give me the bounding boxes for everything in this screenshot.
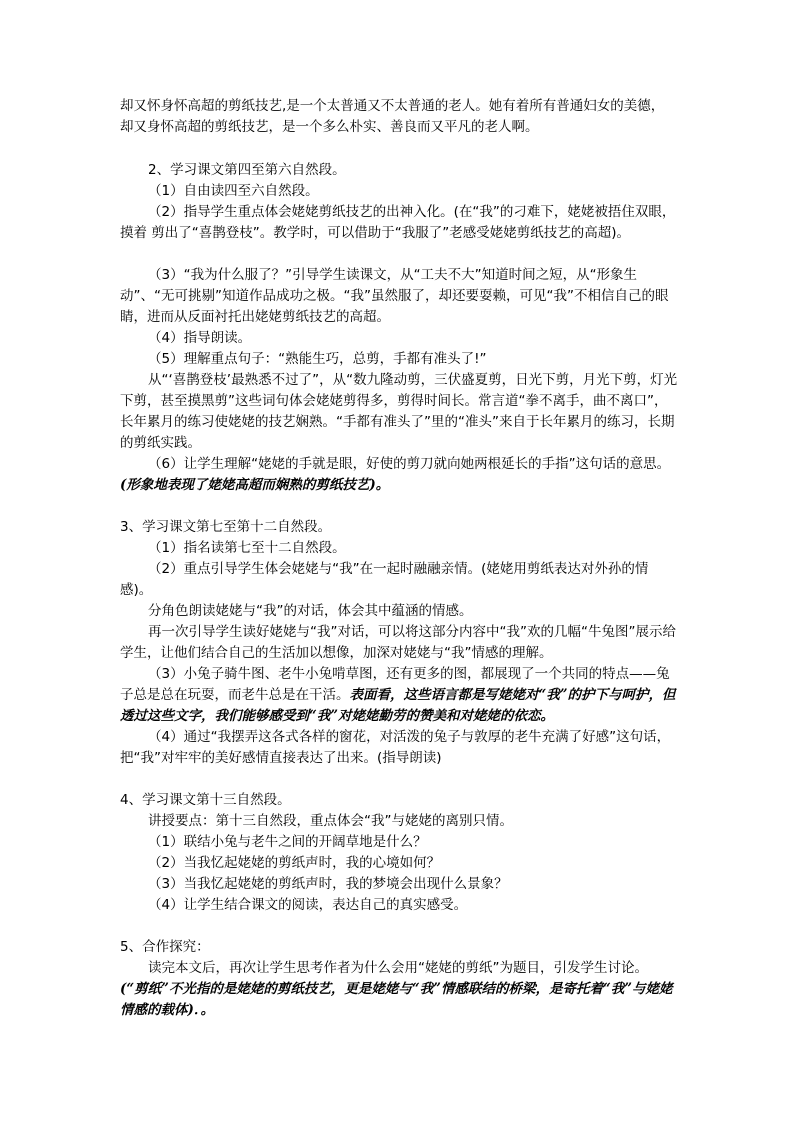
- intro-line-2: 却又身怀高超的剪纸技艺，是一个多么朴实、善良而又平凡的老人啊。: [120, 119, 539, 135]
- section-2-item-2: （2）指导学生重点体会姥姥剪纸技艺的出神入化。(在“我”的刁难下，姥姥被捂住双眼，摸着 剪出了“喜鹊登枝”。教学时，可以借助于“我服了”老感受姥姥剪纸技艺的高超)。: [120, 204, 676, 241]
- section-5-title: 5、合作探究：: [120, 939, 210, 955]
- section-4-title: 4、学习课文第十三自然段。: [120, 792, 291, 808]
- section-3-item-3-text: （3）小兔子骑牛图、老牛小兔啃草图，还有更多的图，都展现了一个共同的特点——兔子总是总在玩耍，而老牛总是在干活。: [120, 666, 670, 703]
- section-2-item-6: [120, 454, 680, 496]
- section-4-item-3: （3）当我忆起姥姥的剪纸声时，我的梦境会出现什么景象？: [148, 876, 508, 892]
- section-2-item-1: （1）自由读四至六自然段。: [148, 183, 319, 199]
- section-5-emphasis: (“剪纸”不光指的是姥姥的剪纸技艺，更是姥姥与“我”情感联结的桥梁，是寄托着“我”与姥姥情感的载体)．。: [120, 981, 673, 1018]
- section-2-item-5-body: 从“‘喜鹊登枝’最熟悉不过了”，从“数九隆动剪，三伏盛夏剪，日光下剪，月光下剪，灯光下剪，甚至摸黑剪”这些词句体会姥姥剪得多，剪得时间长。常言道“拳不离手，曲不离口”，长年累月的练习使姥姥的技艺娴熟。“手都有准头了”里的“准头”来自于长年累月的练习，长期的剪纸实践。: [120, 372, 678, 451]
- section-3-item-2: （2）重点引导学生体会姥姥与“我”在一起时融融亲情。(姥姥用剪纸表达对外孙的情感)。: [120, 561, 649, 598]
- section-5-body: 读完本文后，再次让学生思考作者为什么会用“姥姥的剪纸”为题目，引发学生讨论。: [148, 960, 648, 976]
- section-2-item-6-emphasis: (形象地表现了姥姥高超而娴熟的剪纸技艺)。: [120, 477, 390, 493]
- section-3-role-reading: 分角色朗读姥姥与“我”的对话，体会其中蕴涵的情感。: [148, 603, 473, 619]
- section-3-item-3-emphasis: 表面看，这些语言都是写姥姥对“我”的护下与呵护，但透过这些文字，我们能够感受到“我”对姥姥勤劳的赞美和对姥姥的依恋。: [120, 687, 676, 724]
- section-3-title: 3、学习课文第七至第十二自然段。: [120, 519, 332, 535]
- section-2-title: 2、学习课文第四至第六自然段。: [148, 162, 346, 178]
- section-3-again: 再一次引导学生读好姥姥与“我”对话，可以将这部分内容中“我”欢的几幅“牛兔图”展示给学生，让他们结合自己的生活加以想像，加深对姥姥与“我”情感的理解。: [120, 624, 676, 661]
- section-3-item-1: （1）指名读第七至十二自然段。: [148, 540, 346, 556]
- section-2-item-6-text: （6）让学生理解“姥姥的手就是眼，好使的剪刀就向她两根延长的手指”这句话的意思。: [148, 456, 671, 472]
- section-2-item-4: （4）指导朗读。: [148, 330, 252, 346]
- section-4-item-4: （4）让学生结合课文的阅读，表达自己的真实感受。: [148, 897, 468, 913]
- section-4-key-points: 讲授要点：第十三自然段，重点体会“我”与姥姥的离别只情。: [148, 813, 513, 829]
- section-4-item-1: （1）联结小兔与老牛之间的开阔草地是什么？: [148, 834, 427, 850]
- section-2-item-3: （3）“我为什么服了？”引导学生读课文，从“工夫不大”知道时间之短，从“形象生动”、“无可挑剔”知道作品成功之极。“我”虽然服了，却还要耍赖，可见“我”不相信自己的眼睛，进而从反面衬托出姥姥剪纸技艺的高超。: [120, 267, 669, 325]
- section-2-item-5: （5）理解重点句子：“熟能生巧，总剪，手都有准头了!”: [148, 351, 487, 367]
- section-4-item-2: （2）当我忆起姥姥的剪纸声时，我的心境如何？: [148, 855, 441, 871]
- section-3-item-4: （4）通过“我摆弄这各式各样的窗花，对活泼的兔子与敦厚的老牛充满了好感”这句话，把“我”对牢牢的美好感情直接表达了出来。(指导朗读): [120, 729, 671, 766]
- intro-line-1: 却又怀身怀高超的剪纸技艺,是一个太普通又不太普通的老人。她有着所有普通妇女的美德，: [120, 98, 665, 114]
- section-3-item-3: [120, 664, 680, 727]
- intro-paragraph: [120, 96, 680, 138]
